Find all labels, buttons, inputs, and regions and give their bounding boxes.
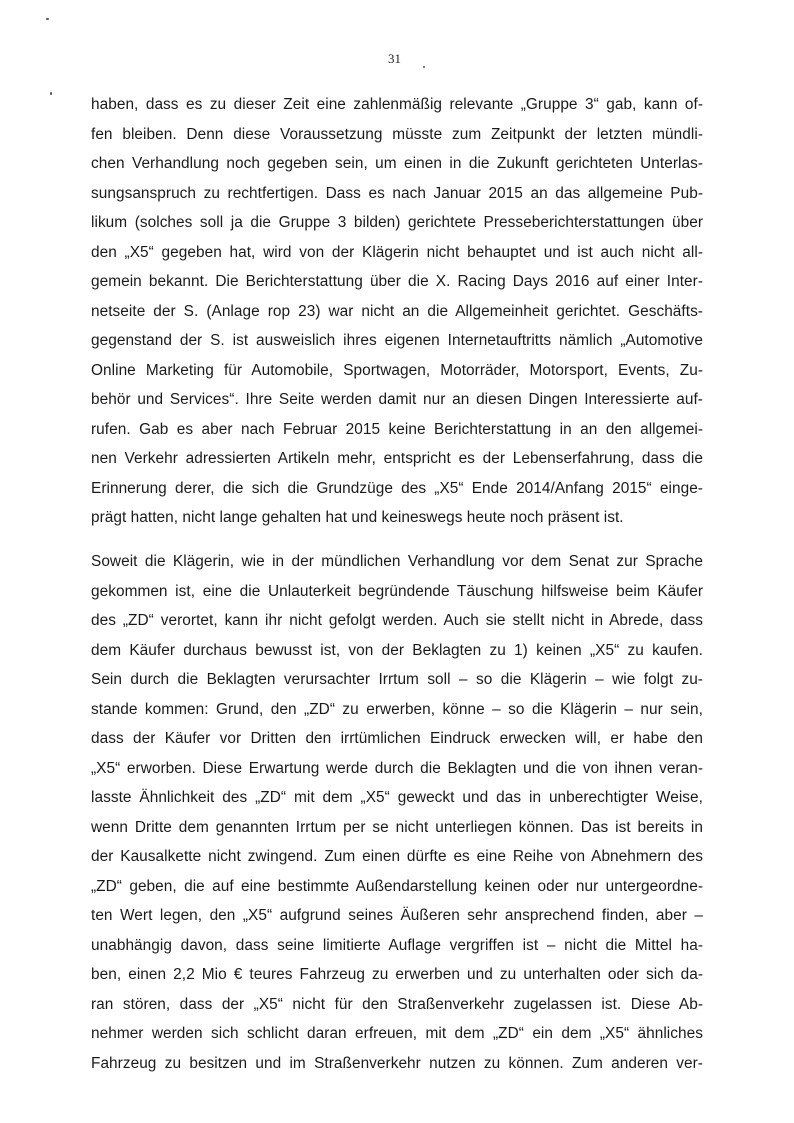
text-line: prägt hatten, nicht lange gehalten hat und keineswegs heute noch präsent ist. [91,509,624,526]
text-line: dem Käufer durchaus bewusst ist, von der Beklagten zu 1) keinen „X5“ zu kaufen. [91,641,703,659]
text-line: „ZD“ geben, die auf eine bestimmte Außendarstellung keinen oder nur untergeordne- [91,877,703,895]
text-line: des „ZD“ verortet, kann ihr nicht gefolgt werden. Auch sie stellt nicht in Abrede, dass [91,612,703,629]
text-line: rufen. Gab es aber nach Februar 2015 keine Berichterstattung in an den allgemei- [91,420,703,438]
text-line: chen Verhandlung noch gegeben sein, um einen in die Zukunft gerichteten Unterlas- [91,155,703,172]
page-number: 31 [388,51,401,66]
text-line: lasste Ähnlichkeit des „ZD“ mit dem „X5“ geweckt und das in unberechtigter Weise, [91,789,703,806]
text-line: haben, dass es zu dieser Zeit eine zahlenmäßig relevante „Gruppe 3“ gab, kann of- [91,96,703,113]
scan-speck-mark [46,18,49,20]
text-line: Sein durch die Beklagten verursachter Irrtum soll – so die Klägerin – wie folgt zu- [91,671,703,688]
text-line: gegenstand der S. ist ausweislich ihres eigenen Internetauftritts nämlich „Automotive [91,332,703,349]
text-line: nehmer werden sich schlicht daran erfreuen, mit dem „ZD“ ein dem „X5“ ähnliches [91,1025,703,1042]
scan-speck-mark [423,66,425,68]
text-line: sungsanspruch zu rechtfertigen. Dass es nach Januar 2015 an das allgemeine Pub- [91,184,703,202]
text-line: gekommen ist, eine die Unlauterkeit begründende Täuschung hilfsweise beim Käufer [91,582,703,600]
text-line: ran stören, dass der „X5“ nicht für den Straßenverkehr zugelassen ist. Diese Ab- [91,995,703,1013]
text-line: Online Marketing für Automobile, Sportwagen, Motorräder, Motorsport, Events, Zu- [91,361,703,379]
text-line: Soweit die Klägerin, wie in der mündlichen Verhandlung vor dem Senat zur Sprache [91,553,703,570]
text-line: nen Verkehr adressierten Artikeln mehr, entspricht es der Lebenserfahrung, dass die [91,450,703,467]
text-line: der Kausalkette nicht zwingend. Zum einen dürfte es eine Reihe von Abnehmern des [91,848,703,865]
text-line: den „X5“ gegeben hat, wird von der Klägerin nicht behauptet und ist auch nicht all- [91,243,703,261]
text-line: gemein bekannt. Die Berichterstattung über die X. Racing Days 2016 auf einer Inter- [91,273,703,290]
paragraph [91,547,703,1078]
scan-speck-mark [50,92,52,95]
paragraph [91,90,703,533]
text-line: wenn Dritte dem genannten Irrtum per se nicht unterliegen können. Das ist bereits in [91,818,703,836]
text-line: unabhängig davon, dass seine limitierte Auflage vergriffen ist – nicht die Mittel ha- [91,936,703,954]
text-line: stande kommen: Grund, den „ZD“ zu erwerben, könne – so die Klägerin – nur sein, [91,700,703,718]
text-line: „X5“ erworben. Diese Erwartung werde durch die Beklagten und die von ihnen veran- [91,759,703,777]
text-line: fen bleiben. Denn diese Voraussetzung müsste zum Zeitpunkt der letzten mündli- [91,125,703,143]
text-line: likum (solches soll ja die Gruppe 3 bilden) gerichtete Presseberichterstattungen über [91,214,703,231]
text-line: Fahrzeug zu besitzen und im Straßenverkehr nutzen zu können. Zum anderen ver- [91,1054,703,1072]
text-line: behör und Services“. Ihre Seite werden damit nur an diesen Dingen Interessierte auf- [91,391,703,408]
text-line: ten Wert legen, den „X5“ aufgrund seines Äußeren sehr ansprechend finden, aber – [91,907,703,924]
text-line: netseite der S. (Anlage rop 23) war nicht an die Allgemeinheit gerichtet. Geschäfts- [91,302,703,320]
text-line: dass der Käufer vor Dritten den irrtümlichen Eindruck erwecken will, er habe den [91,730,703,747]
text-line: Erinnerung derer, die sich die Grundzüge des „X5“ Ende 2014/Anfang 2015“ einge- [91,479,703,497]
text-line: ben, einen 2,2 Mio € teures Fahrzeug zu erwerben und zu unterhalten oder sich da- [91,966,703,983]
